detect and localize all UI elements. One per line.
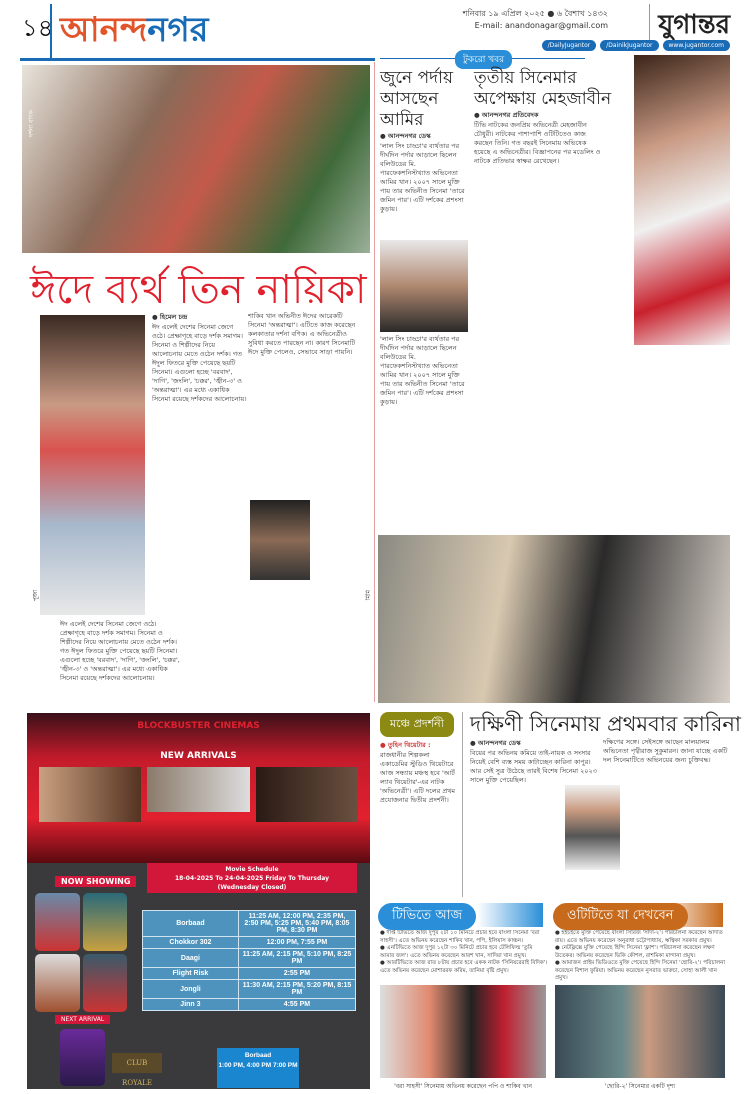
now-showing-label: NOW SHOWING: [55, 876, 136, 887]
lead-body-2: শাকিব খান অভিনীত ঈদের আরেকটি সিনেমা 'অন্তরাত্মা'। এটিতে কাজ করেছেন কলকাতার দর্শনা বণিক। এ অভিনেত্রীও সুবিধা করতে পারছেন না। কারণ সিনেমাটি ঈদে মুক্তি পেলেও, সেভাবে সাড়া পায়নি।: [248, 312, 356, 356]
kareena-byline: ● আনন্দনগর ডেস্ক: [470, 739, 521, 747]
poster-flight-risk: [35, 893, 80, 951]
page-number: ১৪: [22, 14, 54, 42]
schedule-movie: Chokkor 302: [143, 937, 239, 949]
tv-item: ● এনটিভিতে আজ দুপুর ১২টা ৩০ মিনিটে প্রচার হবে টেলিফিল্ম 'তুমি আমার জল'। এতে অভিনয় করেছেন আরশ খান, সাদিয়া খান প্রমুখ।: [380, 945, 533, 959]
actor-photo: [565, 785, 620, 870]
photo-credit-2: মিমি: [365, 590, 372, 601]
schedule-times: 4:55 PM: [238, 999, 355, 1011]
column-divider: [374, 62, 375, 702]
actress-photo-1: [40, 315, 145, 615]
stage-body: রাজধানীর শিল্পকলা একাডেমির স্টুডিও থিয়েটারে আজ সন্ধ্যায় মঞ্চস্থ হবে 'আর্ট ল্যাব থিয়েটার'-এর নাটক 'অভিনেত্রী'। এটি দলের প্রথম প্রযোজনার দ্বিতীয় প্রদর্শনী।: [380, 751, 456, 804]
schedule-movie: Jongli: [143, 980, 239, 999]
schedule-movie: Daagi: [143, 949, 239, 968]
kareena-body-2: দক্ষিণের সঙ্গে। সেইসঙ্গে আছেন মালয়ালম অভিনেতা পৃথ্বীরাজ সুকুমারন। জানা যাচ্ছে একটি দল সিনেমাটিতে অভিনয়ের জন্য চুক্তিবদ্ধ।: [603, 738, 728, 764]
photo-credit-1: দর্শনা বণিক: [28, 110, 35, 137]
ott-item: ● হইচইতে মুক্তি পেয়েছে বাংলা সিরিজ 'সাদা-২'। পরিচালনা করেছেন অদিতি রায়। এতে অভিনয় করেছেন অনুরাধা চট্টোপাধ্যায়, ঋত্বিকা সরকার প্রমুখ।: [555, 930, 723, 944]
lead-photo: [22, 65, 370, 253]
story-amir-body-2: 'লাল সিং চাড্ডা'র ব্যর্থতার পর দীর্ঘদিন পর্দার আড়ালে ছিলেন বলিউডের মি. পারফেকশনিস্টখ্যাত অভিনেতা আমির খান। ২০০৭ সালে মুক্তি পায় তার অভিনীত সিনেমা 'তারে জমিন পার'। এটি দর্শকের প্রশংসা কুড়ায়।: [380, 335, 465, 406]
twitter-link[interactable]: /DailyJugantor: [542, 40, 597, 51]
club-royale-logo: CLUB ROYALE: [112, 1053, 162, 1073]
tv-list: [380, 930, 548, 982]
schedule-movie: Borbaad: [143, 911, 239, 937]
stage-story: [380, 740, 458, 901]
tv-item: ● দীপ্ত টিভিতে আজ দুপুর ২টা ১০ মিনিটে প্রচার হবে বাংলা সিনেমা 'বরা সাহসী'। এতে অভিনয় করেছেন শাকিব খান, পপি, ইলিয়াস কাঞ্চন।: [380, 930, 540, 944]
schedule-title: Movie Schedule: [225, 866, 279, 873]
story-amir-byline: ● আনন্দনগর ডেস্ক: [380, 132, 431, 140]
ott-item: ● নেটফ্লিক্সে মুক্তি পেয়েছে হিন্দি সিনেমা 'ফ্লাশ'। পরিচালনা করেছেন লক্ষণ উতেকর। অভিনয় করেছেন ভিকি কৌশল, রাশমিকা মান্দানা প্রমুখ।: [555, 945, 715, 959]
schedule-table: [142, 910, 356, 1011]
ott-list: [555, 930, 727, 982]
ad-banner: [27, 713, 370, 863]
poster-borbaad: [147, 767, 249, 812]
mehazabien-photo: [634, 55, 730, 345]
header-rule: [20, 58, 375, 61]
story-mehazabien-byline: ● আনন্দনগর প্রতিবেদক: [474, 111, 539, 119]
story-mehazabien: [474, 68, 630, 521]
dateline: [463, 8, 608, 32]
schedule-movie: Jinn 3: [143, 999, 239, 1011]
poster-tongi: [39, 767, 141, 822]
royale-movie: Borbaad: [244, 1052, 272, 1059]
schedule-row: [143, 937, 356, 949]
tv-tab: টিভিতে আজ: [378, 903, 476, 930]
social-links: [542, 40, 730, 51]
ott-tab: ওটিটিতে যা দেখবেন: [553, 903, 688, 930]
kareena-photo: [378, 535, 730, 703]
lead-col-1: [152, 312, 247, 433]
schedule-times: 12:00 PM, 7:55 PM: [238, 937, 355, 949]
logo-part-b: নগর: [147, 10, 209, 50]
schedule-row: [143, 999, 356, 1011]
tv-photo: [380, 985, 546, 1078]
story-amir-headline: জুনে পর্দায় আসছেন আমির: [380, 68, 454, 130]
ott-photo: [555, 985, 725, 1078]
schedule-header: [147, 863, 357, 893]
schedule-row: [143, 968, 356, 980]
ott-item: ● আমাজন প্রাইম ভিডিওতে মুক্তি পেয়েছে হিন্দি সিনেমা 'ছোরি-২'। পরিচালনা করেছেন বিশাল ফুরিয়া। অভিনয় করেছেন নুসরাত ভারুচা, সোহা আলী খান প্রমুখ।: [555, 960, 725, 981]
amir-photo: [380, 240, 468, 332]
stage-byline: ● তুহিন থিয়েটার :: [380, 741, 431, 749]
next-arrival-label: NEXT ARRIVAL: [55, 1015, 110, 1024]
lead-byline: ● হিমেল চন্দ্র: [152, 313, 188, 321]
schedule-range: 18-04-2025 To 24-04-2025 Friday To Thursday: [174, 875, 330, 882]
paper-logo: যুগান্তর: [649, 4, 730, 48]
poster-next-arrival: [60, 1029, 105, 1086]
story-amir-body: 'লাল সিং চাড্ডা'র ব্যর্থতার পর দীর্ঘদিন পর্দার আড়ালে ছিলেন বলিউডের মি. পারফেকশনিস্টখ্যাত অভিনেতা আমির খান। ২০০৭ সালে মুক্তি পায় তার অভিনীত সিনেমা 'তারে জমিন পার'। এটি দর্শকের প্রশংসা কুড়ায়।: [380, 142, 465, 213]
schedule-times: 11:30 AM, 2:15 PM, 5:20 PM, 8:15 PM: [238, 980, 355, 999]
lead-body-continued: ঈদ এলেই দেশের সিনেমা জেগে ওঠে। প্রেক্ষাগৃহে বাড়ে দর্শক সমাগম। সিনেমা ও শিল্পীদের নিয়ে আলোচনায় মেতে ওঠেন দর্শক। গত ঈদুল ফিতরে মুক্তি পেয়েছে ছয়টি সিনেমা। এগুলো হচ্ছে 'বরবাদ', 'দাগি', 'জংলি', 'চক্কর', 'জ্বীন-৩' ও 'অন্তরাত্মা'। এর মধ্যে একাধিক সিনেমা রয়েছে দর্শকদের আলোচনায়।: [60, 620, 180, 682]
actress-photo-2: [250, 500, 310, 580]
poster-borbaad-2: [35, 954, 80, 1012]
tv-caption: 'বরা সাহসী' সিনেমায় অভিনয় করেছেন পপি ও শাকিব খান: [394, 1083, 532, 1090]
schedule-movie: Flight Risk: [143, 968, 239, 980]
new-arrivals-label: NEW ARRIVALS: [160, 751, 237, 761]
cinema-advertisement: [27, 713, 370, 1089]
ott-caption: 'ছোরি-২' সিনেমার একটি দৃশ্য: [604, 1083, 676, 1090]
stage-divider: [462, 712, 463, 897]
date: শনিবার ১৯ এপ্রিল ২০২৫ ● ৬ বৈশাখ ১৪৩২: [462, 9, 608, 18]
poster-daagi: [256, 767, 358, 822]
royale-times: 1:00 PM, 4:00 PM 7:00 PM: [218, 1062, 298, 1069]
story-mehazabien-body: টিভি নাটকের জনপ্রিয় অভিনেত্রী মেহজাবীন চৌধুরী। নাটকের পাশাপাশি ওটিটিতেও কাজ করছেন তিনি। গত বছরই সিনেমায় অভিষেক হয়েছে এ অভিনেত্রীর। বিজ্ঞাপনের পর মডেলিং ও নাটকে প্রতিভার স্বাক্ষর রেখেছেন।: [474, 121, 601, 165]
website-link[interactable]: www.jugantor.com: [663, 40, 731, 51]
facebook-link[interactable]: /DainikJugantor: [600, 40, 658, 51]
kareena-headline: দক্ষিণী সিনেমায় প্রথমবার কারিনা: [470, 712, 741, 736]
stage-tab: মঞ্চে প্রদর্শনী: [380, 712, 454, 737]
schedule-times: 11:25 AM, 12:00 PM, 2:35 PM, 2:50 PM, 5:25 PM, 5:40 PM, 8:05 PM, 8:30 PM: [238, 911, 355, 937]
photo-credit-3: পূজা: [32, 590, 39, 602]
briefs-badge: টুকরো খবর: [455, 50, 512, 69]
royale-schedule: [217, 1048, 299, 1088]
poster-jongli: [83, 954, 128, 1012]
ad-brand: BLOCKBUSTER CINEMAS: [137, 721, 260, 731]
email: E-mail: anandonagar@gmail.com: [474, 21, 608, 30]
schedule-row: [143, 911, 356, 937]
lead-headline: ঈদে ব্যর্থ তিন নায়িকা: [30, 267, 367, 313]
lead-body-1: ঈদ এলেই দেশের সিনেমা জেগে ওঠে। প্রেক্ষাগৃহে বাড়ে দর্শক সমাগম। সিনেমা ও শিল্পীদের নিয়ে আলোচনায় মেতে ওঠেন দর্শক। গত ঈদুল ফিতরে মুক্তি পেয়েছে ছয়টি সিনেমা। এগুলো হচ্ছে 'বরবাদ', 'দাগি', 'জংলি', 'চক্কর', 'জ্বীন-৩' ও 'অন্তরাত্মা'। এর মধ্যে একাধিক সিনেমা রয়েছে দর্শকদের আলোচনায়।: [152, 323, 247, 403]
now-showing-posters: [35, 893, 127, 1012]
tv-item: ● আরটিভিতে আজ রাত ৮টায় প্রচার হবে একক নাটক 'সিনিয়রেরাই বিদিক'। এতে অভিনয় করেছেন মোশাররফ করিম, তানিয়া বৃষ্টি প্রমুখ।: [380, 960, 548, 974]
schedule-row: [143, 949, 356, 968]
logo-part-a: আনন্দ: [60, 10, 148, 50]
poster-daagi-2: [83, 893, 128, 951]
kareena-body-1: বিয়ের পর অভিনয় কমিয়ে তাই-নায়ক ও সংসার নিয়েই বেশি ব্যস্ত সময় কাটাচ্ছেন কারিনা কাপুর। আর সেই সুত্র উঠেছে তারই বিশেষ সিনেমা ২০২৩ সালে মুক্তি পেয়েছিল।: [470, 749, 597, 784]
schedule-row: [143, 980, 356, 999]
schedule-times: 11:25 AM, 2:15 PM, 5:10 PM, 8:25 PM: [238, 949, 355, 968]
section-logo: [50, 4, 209, 61]
schedule-note: (Wednesday Closed): [217, 884, 287, 891]
story-mehazabien-headline: তৃতীয় সিনেমার অপেক্ষায় মেহজাবীন: [474, 68, 612, 109]
schedule-times: 2:55 PM: [238, 968, 355, 980]
story-amir: [380, 68, 465, 257]
